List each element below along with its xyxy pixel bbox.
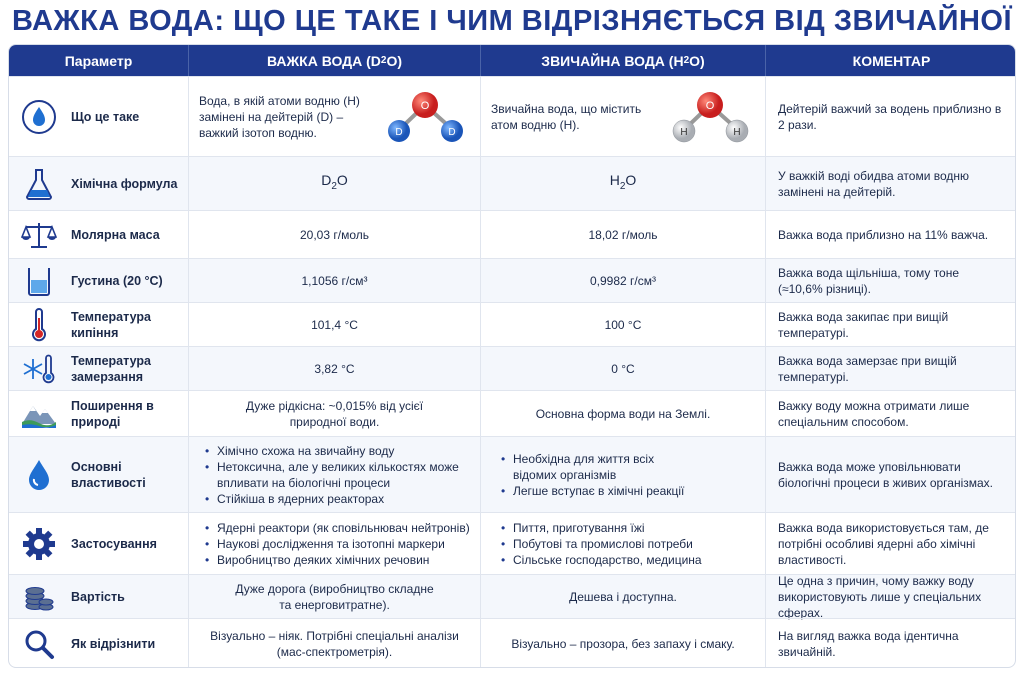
mountains-icon (19, 394, 59, 434)
table-row (9, 436, 1016, 512)
list-item: • Хімічно схожа на звичайну воду (203, 443, 470, 459)
coins-icon (19, 577, 59, 617)
magnifier-icon (19, 624, 59, 664)
heavy-value: Візуально – ніяк. Потрібні спеціальні аналізи (мас-спектрометрія). (210, 629, 459, 659)
table-row (9, 574, 1016, 618)
heavy-value: 1,1056 г/см³ (301, 273, 368, 288)
heavy-value: Вода, в якій атоми водню (H) замінені на дейтерій (D) – важкий ізотоп водню. (199, 93, 360, 140)
atom-label: D (395, 126, 403, 138)
atom-label: O (705, 99, 715, 112)
list-item: • Ядерні реактори (як сповільнювач нейтронів) (203, 520, 470, 536)
heavy-formula: $D_2O$ (321, 172, 348, 192)
table-row (9, 258, 1016, 302)
normal-properties-list (499, 451, 689, 499)
param-label: Поширення в природі (71, 398, 154, 429)
normal-water-molecule (665, 87, 755, 147)
normal-value: Візуально – прозора, без запаху і смаку. (511, 637, 735, 651)
comment-text: Важка вода щільніша, тому тоне (≈10,6% різниці). (778, 265, 960, 296)
comment-text: Важка вода закипає при вищій температурі. (778, 309, 949, 340)
param-label: Основні властивості (71, 459, 146, 490)
param-label: Що це таке (71, 109, 140, 124)
water-drop-icon (19, 455, 59, 495)
table-row (9, 346, 1016, 390)
snowflake-thermometer-icon (19, 349, 59, 389)
list-item: • Нетоксична, але у великих кількостях може впливати на біологічні процеси (203, 459, 470, 491)
list-item: • Побутові та промислові потреби (499, 536, 702, 552)
param-label: Застосування (71, 536, 157, 551)
thermometer-icon (19, 305, 59, 345)
table-row (9, 302, 1016, 346)
scales-icon (19, 215, 59, 255)
heavy-applications-list (203, 520, 470, 568)
list-item: • Пиття, приготування їжі (499, 520, 702, 536)
param-label: Густина (20 °C) (71, 273, 163, 288)
flask-icon (19, 164, 59, 204)
comment-text: Важка вода може уповільнювати біологічні процеси в живих організмах. (778, 459, 994, 490)
comment-text: Важка вода приблизно на 11% важча. (778, 227, 989, 242)
comment-text: Важка вода замерзає при вищій температурі. (778, 353, 957, 384)
list-item: • Наукові дослідження та ізотопні маркери (203, 536, 470, 552)
comment-text: Дейтерій важчий за водень приблизно в 2 рази. (778, 101, 1002, 132)
atom-label: H (733, 126, 741, 138)
normal-value: Звичайна вода, що містить атом водню (H). (491, 101, 642, 132)
comment-text: Це одна з причин, чому важку воду використовують лише у спеціальних сферах. (778, 573, 982, 620)
atom-label: O (420, 99, 430, 112)
normal-formula: $H_2O$ (609, 172, 637, 192)
list-item: • Сільське господарство, медицина (499, 552, 702, 568)
normal-value: Основна форма води на Землі. (535, 406, 711, 421)
beaker-icon (19, 261, 59, 301)
param-label: Температура замерзання (71, 353, 151, 384)
heavy-value: 101,4 °C (311, 317, 358, 332)
normal-value: 18,02 г/моль (588, 227, 658, 242)
heavy-value: Дуже рідкісна: ~0,015% від усієї природної води. (245, 398, 424, 429)
table-row (9, 210, 1016, 258)
atom-label: D (448, 126, 456, 138)
heavy-value: 20,03 г/моль (300, 227, 369, 242)
table-row (9, 390, 1016, 436)
param-label: Молярна маса (71, 227, 160, 242)
table-row (9, 618, 1016, 668)
header-param: Параметр (9, 45, 189, 76)
list-item: • Легше вступає в хімічні реакції (499, 483, 689, 499)
water-drop-icon (19, 97, 59, 137)
table-row (9, 156, 1016, 210)
list-item: • Стійкіша в ядерних реакторах (203, 491, 470, 507)
normal-value: 0 °C (611, 361, 635, 376)
gear-icon (19, 524, 59, 564)
normal-value: Дешева і доступна. (569, 589, 677, 604)
list-item: • Виробництво деяких хімічних речовин (203, 552, 470, 568)
heavy-value: Дуже дорога (виробництво складне та енерговитратне). (235, 581, 434, 612)
comment-text: Важка вода використовується там, де потрібні особливі ядерні або хімічні властивості. (778, 520, 989, 567)
table-row (9, 512, 1016, 574)
comment-text: Важку воду можна отримати лише спеціальним способом. (778, 398, 970, 429)
heavy-value: 3,82 °C (314, 361, 355, 376)
table-header (9, 45, 1016, 76)
param-label: Вартість (71, 589, 125, 604)
header-normal-water: ЗВИЧАЙНА ВОДА (H 2 O) (481, 45, 766, 76)
page-title: ВАЖКА ВОДА: ЩО ЦЕ ТАКЕ І ЧИМ ВІДРІЗНЯЄТЬСЯ ВІД ЗВИЧАЙНОЇ (12, 5, 1012, 37)
normal-applications-list (499, 520, 702, 568)
header-heavy-water: ВАЖКА ВОДА (D 2 O) (189, 45, 481, 76)
param-label: Температура кипіння (71, 309, 151, 340)
header-comment: КОМЕНТАР (852, 52, 931, 69)
normal-value: 100 °C (604, 317, 642, 332)
param-label: Як відрізнити (71, 637, 156, 651)
param-label: Хімічна формула (71, 176, 178, 191)
atom-label: H (680, 126, 688, 138)
comment-text: У важкій воді обидва атоми водню замінені на дейтерій. (778, 168, 970, 199)
heavy-water-molecule (380, 87, 470, 147)
list-item: • Необхідна для життя всіх відомих організмів (499, 451, 689, 483)
table-row (9, 76, 1016, 156)
heavy-properties-list (203, 443, 470, 507)
comment-text: На вигляд важка вода ідентична звичайній. (778, 629, 959, 659)
normal-value: 0,9982 г/см³ (590, 273, 656, 288)
comparison-table (8, 44, 1016, 668)
